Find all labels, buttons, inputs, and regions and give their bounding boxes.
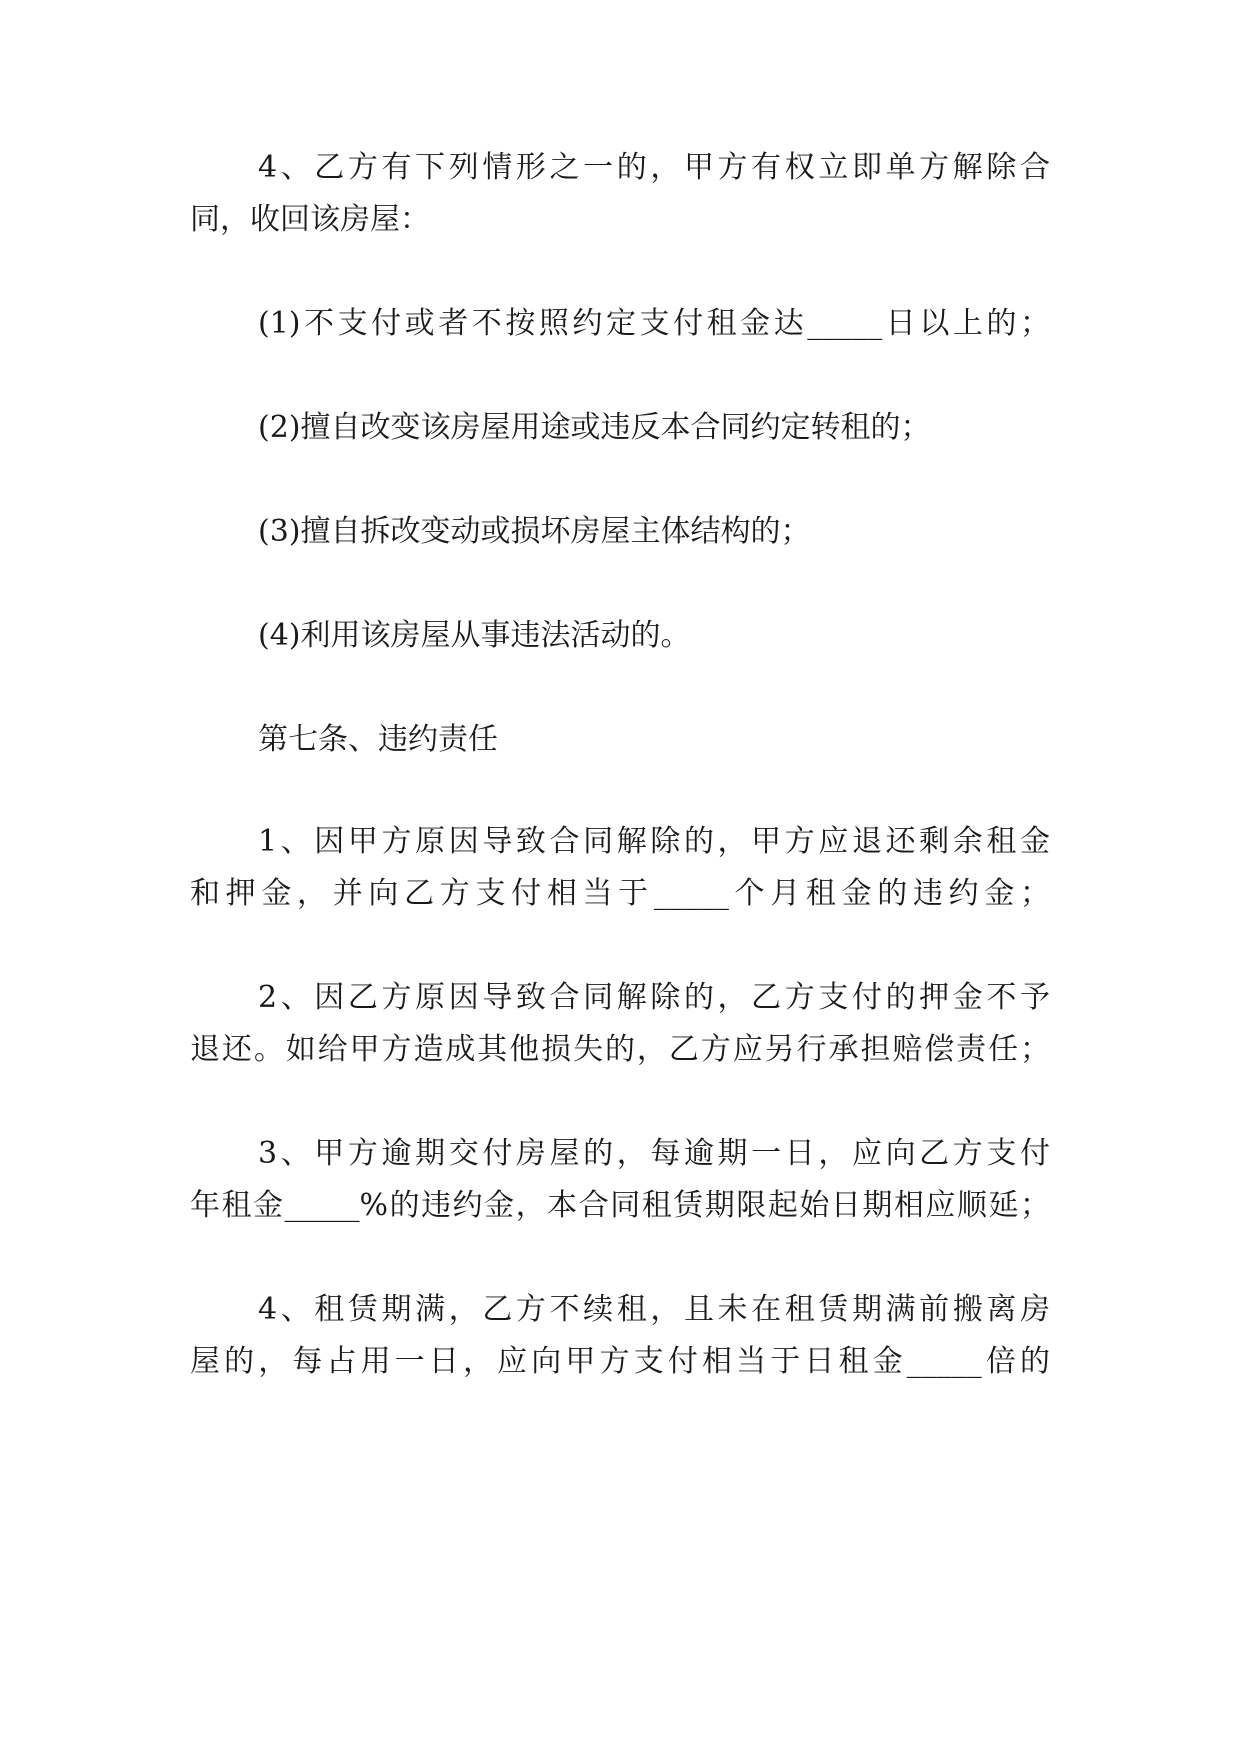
list-item: (2)擅自改变该房屋用途或违反本合同约定转租的；: [258, 410, 931, 445]
paragraph-line: 屋的，每占用一日，应向甲方支付相当于日租金_____倍的: [190, 1344, 1050, 1379]
list-item: (1)不支付或者不按照约定支付租金达_____日以上的；: [258, 306, 1050, 341]
paragraph-line: 同，收回该房屋：: [190, 202, 430, 237]
paragraph-line: 4、租赁期满，乙方不续租，且未在租赁期满前搬离房: [258, 1292, 1050, 1327]
paragraph-line: 1、因甲方原因导致合同解除的，甲方应退还剩余租金: [258, 824, 1050, 859]
paragraph-line: 和押金，并向乙方支付相当于_____个月租金的违约金；: [190, 876, 1050, 911]
paragraph-line: 2、因乙方原因导致合同解除的，乙方支付的押金不予: [258, 980, 1050, 1015]
paragraph-line: 年租金_____%的违约金，本合同租赁期限起始日期相应顺延；: [190, 1188, 1050, 1223]
paragraph-line: 3、甲方逾期交付房屋的，每逾期一日，应向乙方支付: [258, 1136, 1050, 1171]
paragraph-line: 退还。如给甲方造成其他损失的，乙方应另行承担赔偿责任；: [190, 1032, 1050, 1067]
list-item: (4)利用该房屋从事违法活动的。: [258, 618, 691, 653]
paragraph-line: 4、乙方有下列情形之一的，甲方有权立即单方解除合: [258, 150, 1050, 185]
section-heading: 第七条、违约责任: [258, 722, 498, 757]
list-item: (3)擅自拆改变动或损坏房屋主体结构的；: [258, 514, 811, 549]
